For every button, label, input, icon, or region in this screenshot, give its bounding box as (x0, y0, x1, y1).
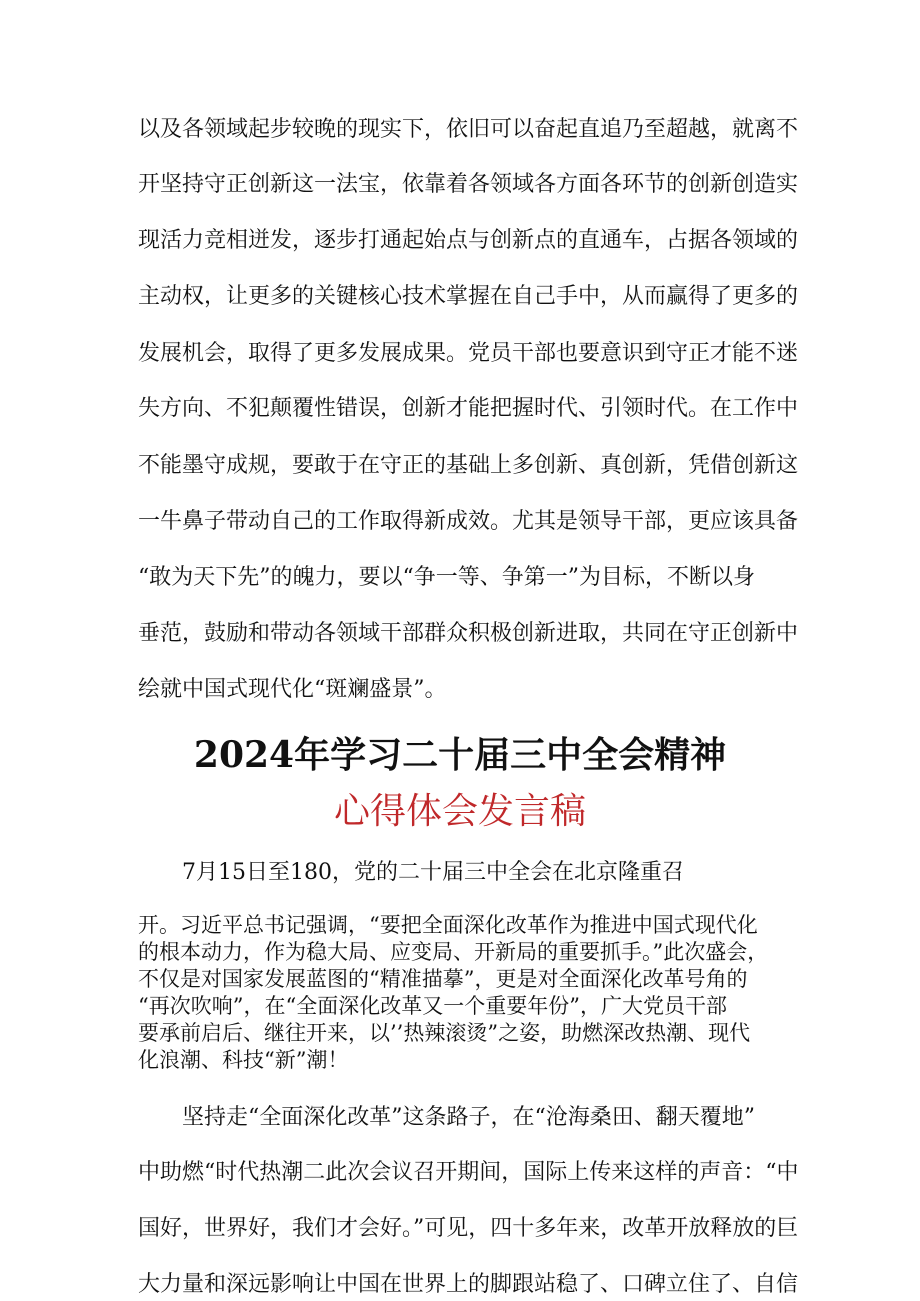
text-line: “敢为天下先”的魄力，要以“争一等、争第一”为目标，不断以身 (138, 565, 755, 590)
text-line: “再次吹响”，在“全面深化改革又一个重要年份”，广大党员干部 (138, 994, 727, 1018)
text-line: 开。习近平总书记强调，“要把全面深化改革作为推进中国式现代化 (138, 913, 758, 937)
text-line: 失方向、不犯颠覆性错误，创新才能把握时代、引领时代。在工作中 (138, 396, 799, 421)
text-line: 发展机会，取得了更多发展成果。党员干部也要意识到守正才能不迷 (138, 341, 799, 366)
text-line: 一牛鼻子带动自己的工作取得新成效。尤其是领导干部，更应该具备 (138, 509, 799, 534)
text-line: 要承前启后、继往开来，以’’热辣滚烫”之姿，助燃深改热潮、现代 (138, 1021, 751, 1045)
text-line: 国好，世界好，我们才会好。”可见，四十多年来，改革开放释放的巨 (138, 1216, 799, 1241)
text-line: 垂范，鼓励和带动各领域干部群众积极创新进取，共同在守正创新中 (138, 621, 799, 646)
text-line: 不仅是对国家发展蓝图的“精准描摹”，更是对全面深化改革号角的 (138, 967, 748, 991)
document-title: 2024年学习二十届三中全会精神 (193, 734, 727, 776)
text-line: 7月15日至180，党的二十届三中全会在北京隆重召 (182, 860, 684, 885)
text-line: 的根本动力，作为稳大局、应变局、开新局的重要抓手。”此次盛会， (138, 940, 769, 964)
document-subtitle: 心得体会发言稿 (333, 791, 586, 832)
text-line: 主动权，让更多的关键核心技术掌握在自己手中，从而赢得了更多的 (138, 284, 799, 309)
text-line: 坚持走“全面深化改革”这条路子，在“沧海桑田、翻天覆地” (182, 1105, 755, 1130)
text-line: 以及各领域起步较晚的现实下，依旧可以奋起直追乃至超越，就离不 (138, 117, 799, 142)
text-line: 开坚持守正创新这一法宝，依靠着各领域各方面各环节的创新创造实 (138, 172, 799, 197)
text-line: 绘就中国式现代化“斑斓盛景”。 (138, 677, 447, 702)
text-line: 大力量和深远影响让中国在世界上的脚跟站稳了、口碑立住了、自信 (138, 1272, 799, 1297)
text-line: 中助燃“时代热潮二此次会议召开期间，国际上传来这样的声音：“中 (138, 1160, 799, 1185)
text-line: 现活力竞相迸发，逐步打通起始点与创新点的直通车，占据各领域的 (138, 228, 799, 253)
text-line: 化浪潮、科技“新”潮！ (138, 1048, 349, 1072)
text-line: 不能墨守成规，要敢于在守正的基础上多创新、真创新，凭借创新这 (138, 453, 799, 478)
